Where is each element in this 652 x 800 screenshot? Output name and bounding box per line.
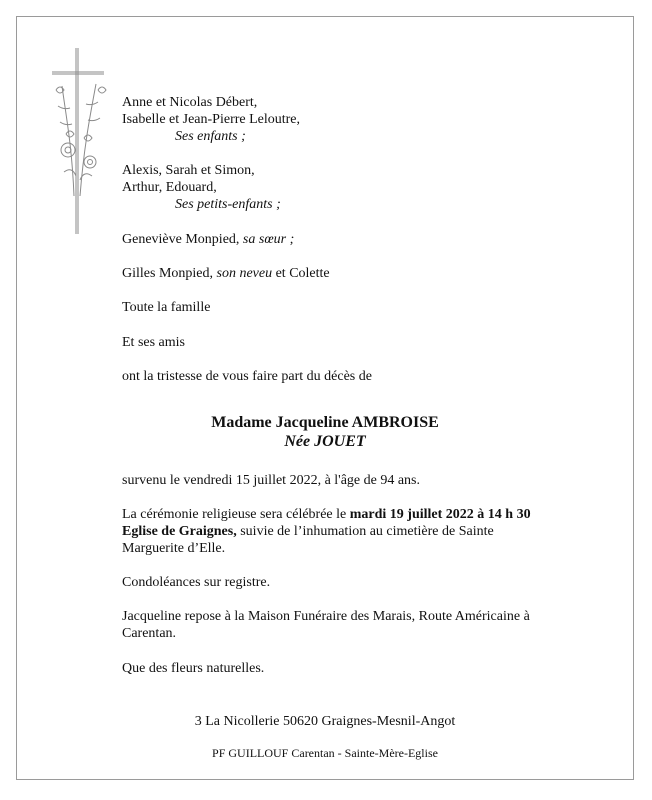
- announcement: ont la tristesse de vous faire part du décès de: [122, 369, 372, 384]
- ceremony-church: Eglise de Graignes,: [122, 524, 237, 539]
- children-role: Ses enfants ;: [175, 129, 246, 144]
- cross-with-flowers-icon: [48, 46, 118, 236]
- deceased-maiden-name: Née JOUET: [284, 433, 366, 450]
- friends: Et ses amis: [122, 335, 185, 350]
- deceased-name: Madame Jacqueline AMBROISE: [211, 414, 439, 431]
- whole-family: Toute la famille: [122, 300, 211, 315]
- nephew-line: [122, 265, 330, 282]
- nephew-suffix: et Colette: [275, 266, 330, 281]
- grandchildren-line-1: Alexis, Sarah et Simon,: [122, 163, 255, 178]
- grandchildren-role: Ses petits-enfants ;: [175, 197, 281, 212]
- ceremony-line-2: [122, 523, 494, 540]
- flowers: Que des fleurs naturelles.: [122, 661, 265, 676]
- sister-role: sa sœur ;: [242, 232, 295, 247]
- ceremony-datetime: mardi 19 juillet 2022 à 14 h 30: [349, 507, 531, 522]
- children-line-1: Anne et Nicolas Débert,: [122, 95, 258, 110]
- rests-line-1: Jacqueline repose à la Maison Funéraire des Marais, Route Américaine à: [122, 609, 530, 624]
- ceremony-rest: suivie de l’inhumation au cimetière de Sainte: [240, 524, 494, 539]
- nephew-name: Gilles Monpied,: [122, 266, 213, 281]
- condolences: Condoléances sur registre.: [122, 575, 271, 590]
- funeral-home: PF GUILLOUF Carentan - Sainte-Mère-Eglise: [212, 746, 438, 760]
- rests-line-2: Carentan.: [122, 626, 177, 641]
- ceremony-line-1: [122, 506, 531, 523]
- ceremony-intro: La cérémonie religieuse sera célébrée le: [122, 507, 347, 522]
- death-line: survenu le vendredi 15 juillet 2022, à l'âge de 94 ans.: [122, 473, 420, 488]
- sister-line: [122, 231, 294, 248]
- sister-name: Geneviève Monpied,: [122, 232, 240, 247]
- children-line-2: Isabelle et Jean-Pierre Leloutre,: [122, 112, 301, 127]
- grandchildren-line-2: Arthur, Edouard,: [122, 180, 217, 195]
- nephew-role: son neveu: [216, 266, 273, 281]
- address: 3 La Nicollerie 50620 Graignes-Mesnil-Angot: [194, 714, 456, 729]
- ceremony-line-3: Marguerite d’Elle.: [122, 541, 226, 556]
